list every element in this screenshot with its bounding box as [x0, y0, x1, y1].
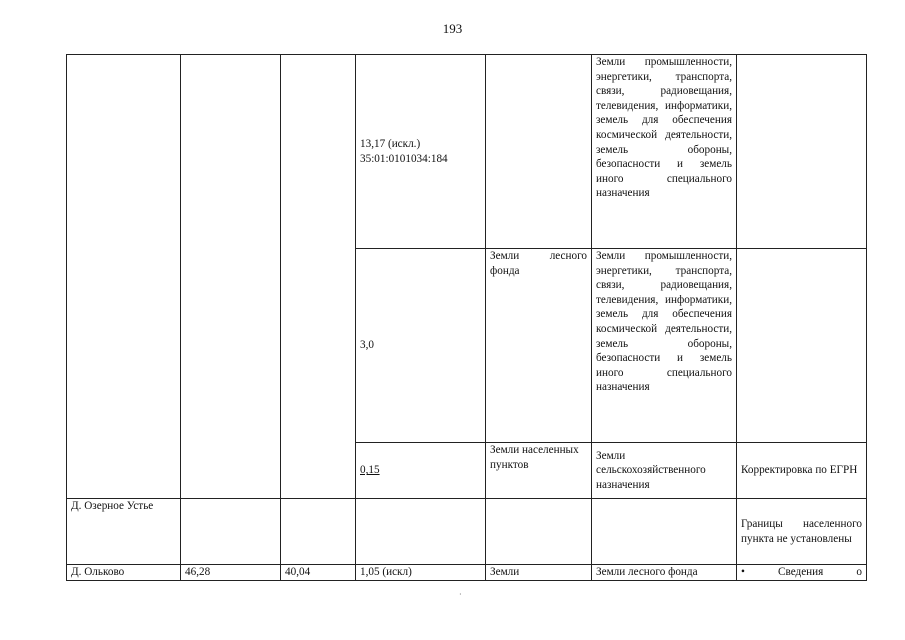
note-word: Сведения [778, 566, 824, 578]
area-total-cell: 46,28 [181, 565, 281, 581]
settlement-cell [67, 55, 181, 499]
category-to-cell [592, 499, 737, 565]
area-settlement-cell [281, 499, 356, 565]
note-cell: Границы населенного пункта не установлены [737, 499, 867, 565]
category-to-cell: Земли сельскохозяйственного назначения [592, 443, 737, 499]
area-value: 0,15 [360, 464, 380, 477]
table-row [67, 565, 867, 581]
area-total-cell [181, 55, 281, 499]
category-to-cell: Земли лесного фонда [592, 565, 737, 581]
area-cell: 3,0 [356, 249, 486, 443]
bullet-icon: • [741, 566, 745, 578]
area-cell [356, 443, 486, 499]
category-to-cell: Земли промышленности, энергетики, транспорта, связи, радиовещания, телевидения, информатики, земель для обеспечения космической деятельности, земель обороны, безопасности и земель иного специального назначения [592, 249, 737, 443]
note-word: о [856, 566, 862, 578]
area-total-cell [181, 499, 281, 565]
page-number: 193 [442, 21, 463, 36]
category-from-cell [486, 499, 592, 565]
note-bullet-line [741, 565, 862, 580]
category-from-cell [486, 55, 592, 249]
area-cell [356, 499, 486, 565]
note-cell [737, 55, 867, 249]
area-settlement-cell [281, 55, 356, 499]
category-from-cell: Земли населенных пунктов [486, 443, 592, 499]
table-row [67, 499, 867, 565]
note-cell [737, 249, 867, 443]
table-row [67, 55, 867, 249]
settlement-cell: Д. Ольково [67, 565, 181, 581]
land-category-table [66, 54, 867, 581]
area-cell: 1,05 (искл) [356, 565, 486, 581]
category-from-cell: Земли лесного фонда [486, 249, 592, 443]
area-settlement-cell: 40,04 [281, 565, 356, 581]
note-cell [737, 565, 867, 581]
category-from-cell: Земли [486, 565, 592, 581]
settlement-cell: Д. Озерное Устье [67, 499, 181, 565]
scan-dot: · [459, 590, 462, 599]
area-cell: 13,17 (искл.) 35:01:0101034:184 [356, 55, 486, 249]
category-to-cell: Земли промышленности, энергетики, транспорта, связи, радиовещания, телевидения, информатики, земель для обеспечения космической деятельности, земель обороны, безопасности и земель иного специального назначения [592, 55, 737, 249]
note-cell: Корректировка по ЕГРН [737, 443, 867, 499]
